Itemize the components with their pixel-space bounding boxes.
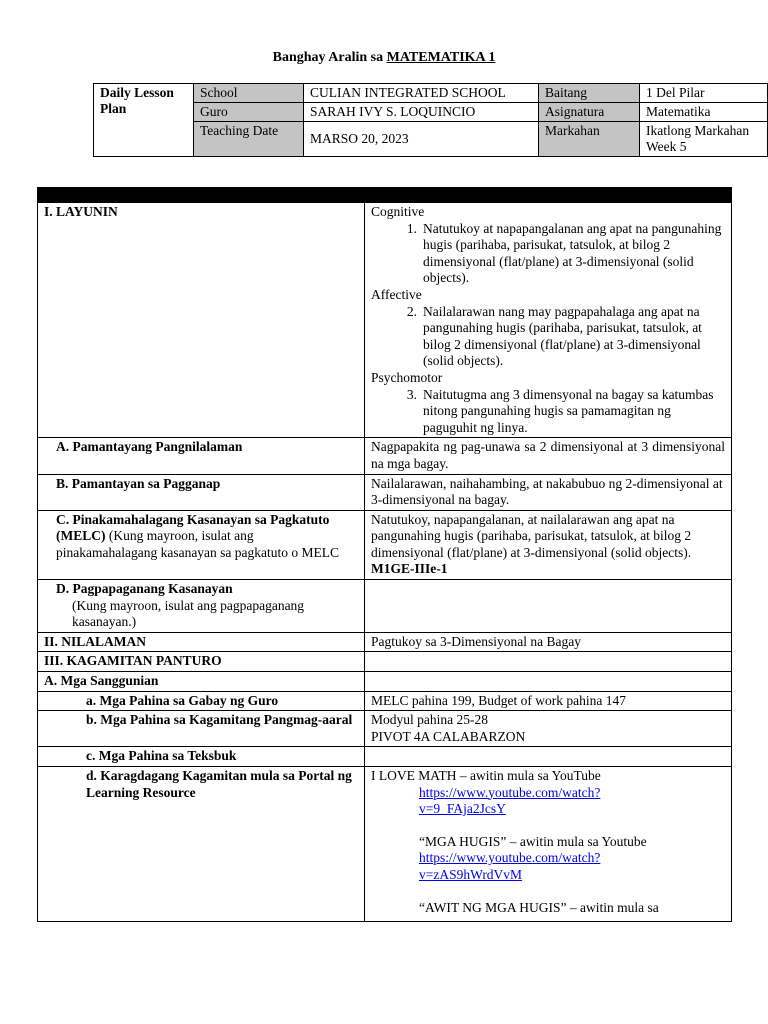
nilalaman-label: II. NILALAMAN <box>38 632 365 652</box>
gabay-guro-value: MELC pahina 199, Budget of work pahina 147 <box>365 691 732 711</box>
document-title <box>0 50 768 66</box>
table-row <box>38 652 732 672</box>
dlp-label: Daily Lesson Plan <box>94 84 194 157</box>
table-row <box>38 510 732 579</box>
pamantayan-pagganap-value: Nailalarawan, naihahambing, at nakabubuo ng 2-dimensiyonal at 3-dimensiyonal na bagay. <box>365 474 732 510</box>
list-item: 2. Nailalarawan nang may pagpapahalaga ang apat na pangunahing hugis (parihaba, parisukat, tatsulok, at bilog 2 dimensiyonal (flat/plane) at 3-dimensiyonal (solid objects). <box>406 303 702 369</box>
asignatura-value: Matematika <box>640 103 768 122</box>
melc-label: C. Pinakamahalagang Kasanayan sa Pagkatuto (MELC) (Kung mayroon, isulat ang pinakamahalagang kasanayan sa pagkatuto o MELC <box>38 510 365 579</box>
portal-lr-value <box>365 767 732 922</box>
pamantayang-pangnilalaman-label: A. Pamantayang Pangnilalaman <box>38 438 365 474</box>
asignatura-label: Asignatura <box>539 103 640 122</box>
date-value: MARSO 20, 2023 <box>304 122 539 157</box>
table-row <box>38 580 732 633</box>
markahan-value: Ikatlong Markahan Week 5 <box>640 122 768 157</box>
pagpapaganang-label: D. Pagpapaganang Kasanayan (Kung mayroon, isulat ang pagpapaganang kasanayan.) <box>38 580 365 633</box>
pamantayan-pagganap-label: B. Pamantayan sa Pagganap <box>38 474 365 510</box>
sanggunian-label: A. Mga Sanggunian <box>38 672 365 692</box>
nilalaman-value: Pagtukoy sa 3-Dimensiyonal na Bagay <box>365 632 732 652</box>
table-row <box>38 632 732 652</box>
song-2-link[interactable]: https://www.youtube.com/watch? v=zAS9hWrdVvM <box>419 850 601 882</box>
school-label: School <box>194 84 304 103</box>
melc-value: Natutukoy, napapangalanan, at nailalarawan ang apat na pangunahing hugis (parihaba, parisukat, tatsulok, at bilog 2 dimensiyonal (flat/plane) at 3-dimensiyonal (solid objects). M1GE-IIIe-1 <box>365 510 732 579</box>
pamantayang-pangnilalaman-value: Nagpapakita ng pag-unawa sa 2 dimensiyonal at 3 dimensiyonal na mga bagay. <box>365 438 732 474</box>
table-row <box>38 711 732 747</box>
portal-lr-label: d. Karagdagang Kagamitan mula sa Portal ng Learning Resource <box>38 767 365 922</box>
psychomotor-label: Psychomotor <box>371 369 443 385</box>
pagpapaganang-value <box>365 580 732 633</box>
table-row <box>38 203 732 438</box>
kagamitan-label: III. KAGAMITAN PANTURO <box>38 652 365 672</box>
layunin-content <box>365 203 732 438</box>
song-3: “AWIT NG MGA HUGIS” – awitin mula sa <box>419 899 659 915</box>
melc-code: M1GE-IIIe-1 <box>371 561 448 577</box>
cognitive-label: Cognitive <box>371 204 425 219</box>
title-prefix: Banghay Aralin sa <box>272 50 384 65</box>
lesson-plan-table <box>37 187 732 922</box>
song-1-link[interactable]: https://www.youtube.com/watch? v=9_FAja2JcsY <box>419 784 601 817</box>
teksbuk-value <box>365 747 732 767</box>
baitang-label: Baitang <box>539 84 640 103</box>
table-row <box>38 474 732 510</box>
guro-value: SARAH IVY S. LOQUINCIO <box>304 103 539 122</box>
table-row <box>38 672 732 692</box>
list-item: 1. Natutukoy at napapangalanan ang apat na pangunahing hugis (parihaba, parisukat, tatsulok, at bilog 2 dimensiyonal (flat/plane) at 3-dimensiyonal (solid objects). <box>406 220 722 286</box>
table-header-bar <box>38 188 732 203</box>
song-2: “MGA HUGIS” – awitin mula sa Youtube <box>419 833 647 849</box>
markahan-label: Markahan <box>539 122 640 157</box>
affective-label: Affective <box>371 286 422 302</box>
layunin-label: I. LAYUNIN <box>38 203 365 438</box>
kagamitang-pangmag-aaral-value: Modyul pahina 25-28 PIVOT 4A CALABARZON <box>365 711 732 747</box>
table-row <box>38 438 732 474</box>
school-value: CULIAN INTEGRATED SCHOOL <box>304 84 539 103</box>
table-row <box>38 747 732 767</box>
gabay-guro-label: a. Mga Pahina sa Gabay ng Guro <box>38 691 365 711</box>
baitang-value: 1 Del Pilar <box>640 84 768 103</box>
kagamitang-pangmag-aaral-label: b. Mga Pahina sa Kagamitang Pangmag-aaral <box>38 711 365 747</box>
guro-label: Guro <box>194 103 304 122</box>
table-row <box>38 691 732 711</box>
table-row <box>38 767 732 922</box>
list-item: 3. Naitutugma ang 3 dimensyonal na bagay sa katumbas nitong pangunahing hugis sa pamamagitan ng paguguhit ng linya. <box>406 386 714 435</box>
title-subject: MATEMATIKA 1 <box>386 50 496 65</box>
lesson-header-table <box>93 83 768 157</box>
teksbuk-label: c. Mga Pahina sa Teksbuk <box>38 747 365 767</box>
song-1: I LOVE MATH – awitin mula sa YouTube <box>371 768 601 783</box>
date-label: Teaching Date <box>194 122 304 157</box>
